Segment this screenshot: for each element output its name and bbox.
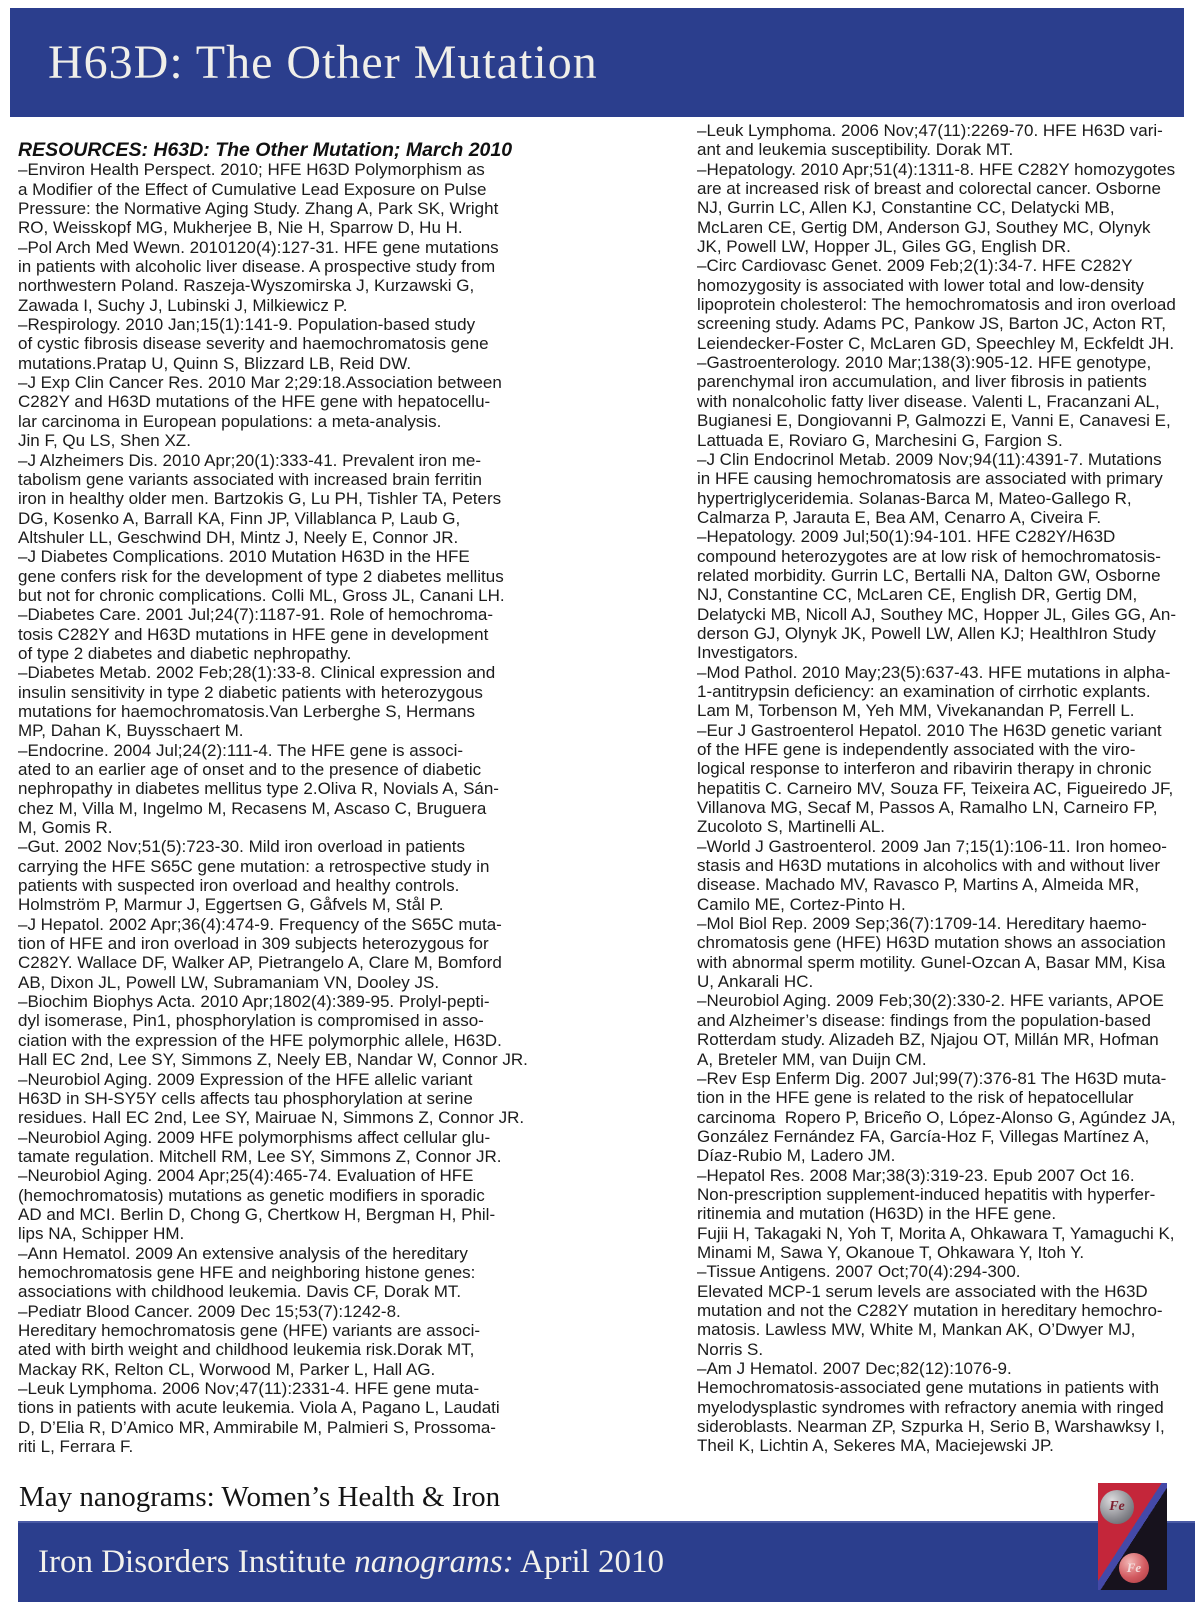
reference-line: –Leuk Lymphoma. 2006 Nov;47(11):2331-4. HFE gene muta- [18, 1379, 480, 1398]
reference-line: patients with suspected iron overload and healthy controls. [18, 876, 460, 896]
reference-line: mutation and not the C282Y mutation in hereditary hemochro- [697, 1300, 1163, 1320]
reference-line: residues. Hall EC 2nd, Lee SY, Mairuae N, Simmons Z, Connor JR. [18, 1108, 525, 1128]
reference-line: lar carcinoma in European populations: a meta-analysis. [18, 411, 442, 431]
reference-line: –Hepatology. 2010 Apr;51(4):1311-8. HFE C282Y homozygotes [697, 159, 1176, 179]
reference-line: of type 2 diabetes and diabetic nephropathy. [18, 643, 352, 663]
reference-line: northwestern Poland. Raszeja-Wyszomirska J, Kurzawski G, [18, 276, 475, 296]
reference-line: riti L, Ferrara F. [18, 1437, 134, 1457]
reference-line: with nonalcoholic fatty liver disease. Valenti L, Fracanzani AL, [697, 391, 1160, 411]
reference-line: D, D’Elia R, D’Amico MR, Ammirabile M, Palmieri S, Prossoma- [18, 1417, 496, 1437]
reference-line: JK, Powell LW, Hopper JL, Giles GG, English DR. [697, 237, 1071, 257]
footer-banner [18, 1521, 1195, 1602]
reference-line: –Neurobiol Aging. 2004 Apr;25(4):465-74. Evaluation of HFE [18, 1166, 474, 1186]
fe-label: Fe [1109, 1499, 1125, 1514]
reference-line: tabolism gene variants associated with increased brain ferritin [18, 469, 482, 489]
reference-line: Bugianesi E, Dongiovanni P, Galmozzi E, Vanni E, Canavesi E, [697, 411, 1171, 431]
resources-heading: RESOURCES: H63D: The Other Mutation; March 2010 [18, 139, 513, 161]
reference-line: –Environ Health Perspect. 2010; HFE H63D Polymorphism as [18, 160, 485, 180]
reference-line: of the HFE gene is independently associated with the viro- [697, 740, 1136, 759]
reference-line: Delatycki MB, Nicoll AJ, Southey MC, Hopper JL, Giles GG, An- [697, 604, 1176, 624]
reference-line: related morbidity. Gurrin LC, Bertalli NA, Dalton GW, Osborne [697, 565, 1161, 585]
reference-line: ated to an earlier age of onset and to the presence of diabetic [18, 760, 482, 779]
reference-line: Leiendecker-Foster C, McLaren GD, Speechley M, Eckfeldt JH. [697, 333, 1175, 353]
reference-line: C282Y and H63D mutations of the HFE gene with hepatocellu- [18, 392, 491, 412]
reference-line: A, Breteler MM, van Duijn CM. [697, 1049, 927, 1069]
reference-line: logical response to interferon and ribavirin therapy in chronic [697, 759, 1152, 779]
reference-line: mutations for haemochromatosis.Van Lerberghe S, Hermans [18, 701, 476, 721]
reference-line: tion in the HFE gene is related to the risk of hepatocellular [697, 1088, 1134, 1108]
reference-line: carcinoma Ropero P, Briceño O, López-Alonso G, Agúndez JA, [697, 1107, 1176, 1127]
reference-line: –J Exp Clin Cancer Res. 2010 Mar 2;29:18.Association between [18, 373, 502, 393]
reference-line: C282Y. Wallace DF, Walker AP, Pietrangelo A, Clare M, Bomford [18, 953, 502, 973]
reference-line: –Tissue Antigens. 2007 Oct;70(4):294-300. [697, 1262, 1021, 1282]
reference-line: Zawada I, Suchy J, Lubinski J, Milkiewicz P. [18, 295, 348, 315]
reference-line: Norris S. [697, 1339, 764, 1359]
reference-line: –Mod Pathol. 2010 May;23(5):637-43. HFE mutations in alpha- [697, 662, 1171, 682]
reference-line: McLaren CE, Gertig DM, Anderson GJ, Southey MC, Olynyk [697, 217, 1151, 237]
reference-line: –Diabetes Metab. 2002 Feb;28(1):33-8. Clinical expression and [18, 663, 496, 683]
reference-line: –Neurobiol Aging. 2009 Feb;30(2):330-2. HFE variants, APOE [697, 991, 1164, 1011]
reference-line: DG, Kosenko A, Barrall KA, Finn JP, Villablanca P, Laub G, [18, 508, 461, 528]
next-issue-teaser: May nanograms: Women’s Health & Iron [19, 1481, 501, 1513]
reference-line: associations with childhood leukemia. Davis CF, Dorak MT. [18, 1282, 462, 1302]
reference-line: screening study. Adams PC, Pankow JS, Barton JC, Acton RT, [697, 314, 1166, 334]
reference-line: Lattuada E, Roviaro G, Marchesini G, Fargion S. [697, 430, 1063, 450]
reference-line: sideroblasts. Nearman ZP, Szpurka H, Serio B, Warshawksy I, [697, 1417, 1165, 1437]
reference-line: lips NA, Schipper HM. [18, 1224, 185, 1244]
reference-line: –Pol Arch Med Wewn. 2010120(4):127-31. HFE gene mutations [18, 237, 499, 257]
reference-line: –Pediatr Blood Cancer. 2009 Dec 15;53(7):1242-8. [18, 1301, 401, 1321]
reference-line: Fujii H, Takagaki N, Yoh T, Morita A, Ohkawara T, Yamaguchi K, [697, 1223, 1175, 1243]
reference-line: are at increased risk of breast and colorectal cancer. Osborne [697, 179, 1161, 199]
reference-line: a Modifier of the Effect of Cumulative Lead Exposure on Pulse [18, 179, 487, 199]
reference-line: U, Ankarali HC. [697, 972, 814, 992]
references-column-right [697, 121, 1176, 1456]
footer-title [18, 1544, 664, 1581]
reference-line: Non-prescription supplement-induced hepatitis with hyperfer- [697, 1184, 1156, 1204]
reference-line: Calmarza P, Jarauta E, Bea AM, Cenarro A, Civeira F. [697, 507, 1102, 527]
reference-line: stasis and H63D mutations in alcoholics with and without liver [697, 856, 1161, 876]
reference-line: in patients with alcoholic liver disease. A prospective study from [18, 257, 496, 277]
reference-line: ritinemia and mutation (H63D) in the HFE gene. [697, 1204, 1057, 1224]
fe-sphere-red-icon [1119, 1553, 1149, 1583]
footer-org-name: Iron Disorders Institute [38, 1544, 355, 1580]
reference-line: AB, Dixon JL, Powell LW, Subramaniam VN, Dooley JS. [18, 972, 440, 992]
reference-line: –J Clin Endocrinol Metab. 2009 Nov;94(11):4391-7. Mutations [697, 449, 1162, 469]
reference-line: –Neurobiol Aging. 2009 Expression of the HFE allelic variant [18, 1069, 473, 1089]
reference-line: hypertriglyceridemia. Solanas-Barca M, Mateo-Gallego R, [697, 488, 1132, 508]
reference-line: of cystic fibrosis disease severity and haemochromatosis gene [18, 334, 489, 354]
reference-line: iron in healthy older men. Bartzokis G, Lu PH, Tishler TA, Peters [18, 489, 502, 509]
reference-line: carrying the HFE S65C gene mutation: a retrospective study in [18, 856, 490, 876]
reference-line: hemochromatosis gene HFE and neighboring histone genes: [18, 1262, 476, 1282]
reference-line: Elevated MCP-1 serum levels are associated with the H63D [697, 1281, 1148, 1301]
reference-line: insulin sensitivity in type 2 diabetic patients with heterozygous [18, 682, 483, 702]
reference-line: M, Gomis R. [18, 818, 113, 838]
reference-line: ated with birth weight and childhood leukemia risk.Dorak MT, [18, 1340, 475, 1360]
reference-line: in HFE causing hemochromatosis are associated with primary [697, 469, 1163, 489]
reference-line: homozygosity is associated with lower total and low-density [697, 275, 1144, 295]
fe-label: Fe [1126, 1560, 1142, 1575]
reference-line: –J Hepatol. 2002 Apr;36(4):474-9. Frequency of the S65C muta- [18, 914, 502, 934]
reference-line: –J Diabetes Complications. 2010 Mutation H63D in the HFE [18, 547, 470, 567]
reference-line: and Alzheimer’s disease: findings from the population-based [697, 1010, 1151, 1030]
reference-line: tion of HFE and iron overload in 309 subjects heterozygous for [18, 934, 489, 954]
reference-line: Díaz-Rubio M, Ladero JM. [697, 1146, 896, 1166]
reference-lines-left [18, 160, 528, 1456]
reference-line: –Ann Hematol. 2009 An extensive analysis of the hereditary [18, 1243, 468, 1263]
reference-line: Lam M, Torbenson M, Yeh MM, Vivekanandan P, Ferrell L. [697, 701, 1135, 721]
reference-line: Altshuler LL, Geschwind DH, Mintz J, Neely E, Connor JR. [18, 527, 459, 547]
reference-line: disease. Machado MV, Ravasco P, Martins A, Almeida MR, [697, 875, 1140, 895]
reference-line: nephropathy in diabetes mellitus type 2.Oliva R, Novials A, Sán- [18, 779, 499, 799]
reference-line: 1-antitrypsin deficiency: an examination of cirrhotic explants. [697, 681, 1151, 701]
reference-line: tions in patients with acute leukemia. Viola A, Pagano L, Laudati [18, 1398, 500, 1418]
reference-line: dyl isomerase, Pin1, phosphorylation is compromised in asso- [18, 1011, 484, 1031]
reference-line: AD and MCI. Berlin D, Chong G, Chertkow H, Bergman H, Phil- [18, 1204, 496, 1224]
reference-line: Theil K, Lichtin A, Sekeres MA, Maciejewski JP. [697, 1436, 1054, 1456]
reference-line: tosis C282Y and H63D mutations in HFE gene in development [18, 624, 489, 644]
reference-line: Hall EC 2nd, Lee SY, Simmons Z, Neely EB, Nandar W, Connor JR. [18, 1050, 528, 1070]
reference-line: with abnormal sperm motility. Gunel-Ozcan A, Basar MM, Kisa [697, 952, 1166, 972]
reference-line: Minami M, Sawa Y, Okanoue T, Ohkawara Y, Itoh Y. [697, 1242, 1085, 1262]
reference-line: –Gut. 2002 Nov;51(5):723-30. Mild iron overload in patients [18, 837, 465, 857]
reference-line: Hereditary hemochromatosis gene (HFE) variants are associ- [18, 1320, 481, 1340]
reference-line: Villanova MG, Secaf M, Passos A, Ramalho LN, Carneiro FP, [697, 798, 1158, 818]
references-column-left [18, 141, 528, 1456]
reference-line: H63D in SH-SY5Y cells affects tau phosphorylation at serine [18, 1088, 473, 1108]
reference-line: compound heterozygotes are at low risk of hemochromatosis- [697, 546, 1161, 566]
reference-line: –Respirology. 2010 Jan;15(1):141-9. Population-based study [18, 315, 476, 335]
reference-line: Camilo ME, Cortez-Pinto H. [697, 894, 906, 914]
reference-line: –Rev Esp Enferm Dig. 2007 Jul;99(7):376-81 The H63D muta- [697, 1068, 1167, 1088]
reference-line: mutations.Pratap U, Quinn S, Blizzard LB, Reid DW. [18, 353, 412, 373]
reference-line: NJ, Constantine CC, McLaren CE, English DR, Gertig DM, [697, 585, 1138, 605]
reference-line: Zucoloto S, Martinelli AL. [697, 817, 886, 837]
iron-disorders-institute-logo [1098, 1483, 1167, 1590]
reference-line: lipoprotein cholesterol: The hemochromatosis and iron overload [697, 295, 1176, 315]
reference-line: MP, Dahan K, Buysschaert M. [18, 721, 244, 741]
reference-line: ciation with the expression of the HFE polymorphic allele, H63D. [18, 1030, 502, 1050]
reference-line: –Leuk Lymphoma. 2006 Nov;47(11):2269-70. HFE H63D vari- [697, 121, 1163, 140]
reference-line: Mackay RK, Relton CL, Worwood M, Parker L, Hall AG. [18, 1359, 436, 1379]
reference-line: –Gastroenterology. 2010 Mar;138(3):905-12. HFE genotype, [697, 353, 1152, 373]
page-title: H63D: The Other Mutation [48, 36, 598, 89]
reference-line: –Biochim Biophys Acta. 2010 Apr;1802(4):389-95. Prolyl-pepti- [18, 992, 490, 1012]
fe-sphere-gray-icon [1100, 1490, 1134, 1524]
reference-line: but not for chronic complications. Colli ML, Gross JL, Canani LH. [18, 585, 505, 605]
reference-line: –Neurobiol Aging. 2009 HFE polymorphisms affect cellular glu- [18, 1127, 491, 1147]
reference-line: Investigators. [697, 643, 799, 663]
reference-line: ant and leukemia susceptibility. Dorak MT. [697, 140, 1014, 160]
page-header-banner [10, 8, 1184, 117]
reference-line: –Mol Biol Rep. 2009 Sep;36(7):1709-14. Hereditary haemo- [697, 914, 1147, 934]
footer-publication-name: nanograms: [354, 1544, 514, 1580]
reference-line: Holmström P, Marmur J, Eggertsen G, Gåfvels M, Stål P. [18, 895, 444, 915]
footer-issue-date: April 2010 [513, 1544, 665, 1580]
reference-line: chez M, Villa M, Ingelmo M, Recasens M, Ascaso C, Bruguera [18, 798, 487, 818]
reference-line: matosis. Lawless MW, White M, Mankan AK, O’Dwyer MJ, [697, 1320, 1136, 1340]
reference-line: –Circ Cardiovasc Genet. 2009 Feb;2(1):34-7. HFE C282Y [697, 256, 1133, 276]
reference-lines-right [697, 121, 1176, 1456]
reference-line: hepatitis C. Carneiro MV, Souza FF, Teixeira AC, Figueiredo JF, [697, 778, 1174, 798]
reference-line: tamate regulation. Mitchell RM, Lee SY, Simmons Z, Connor JR. [18, 1146, 502, 1166]
reference-line: RO, Weisskopf MG, Mukherjee B, Nie H, Sparrow D, Hu H. [18, 218, 463, 238]
reference-line: gene confers risk for the development of type 2 diabetes mellitus [18, 566, 504, 586]
reference-line: –Am J Hematol. 2007 Dec;82(12):1076-9. [697, 1359, 1012, 1378]
reference-line: derson GJ, Olynyk JK, Powell LW, Allen KJ; HealthIron Study [697, 623, 1156, 643]
reference-line: parenchymal iron accumulation, and liver fibrosis in patients [697, 372, 1147, 392]
reference-line: NJ, Gurrin LC, Allen KJ, Constantine CC, Delatycki MB, [697, 198, 1115, 218]
reference-line: –J Alzheimers Dis. 2010 Apr;20(1):333-41. Prevalent iron me- [18, 450, 482, 470]
reference-line: –Endocrine. 2004 Jul;24(2):111-4. The HFE gene is associ- [18, 740, 464, 760]
reference-line: Hemochromatosis-associated gene mutations in patients with [697, 1378, 1160, 1398]
reference-line: Pressure: the Normative Aging Study. Zhang A, Park SK, Wright [18, 199, 499, 219]
reference-line: (hemochromatosis) mutations as genetic modifiers in sporadic [18, 1185, 485, 1205]
reference-line: myelodysplastic syndromes with refractory anemia with ringed [697, 1397, 1164, 1417]
reference-line: –Hepatol Res. 2008 Mar;38(3):319-23. Epub 2007 Oct 16. [697, 1165, 1135, 1185]
reference-line: –World J Gastroenterol. 2009 Jan 7;15(1):106-11. Iron homeo- [697, 836, 1167, 856]
reference-line: –Hepatology. 2009 Jul;50(1):94-101. HFE C282Y/H63D [697, 527, 1116, 547]
reference-line: González Fernández FA, García-Hoz F, Villegas Martínez A, [697, 1126, 1150, 1146]
reference-line: –Diabetes Care. 2001 Jul;24(7):1187-91. Role of hemochroma- [18, 605, 494, 625]
reference-line: Rotterdam study. Alizadeh BZ, Njajou OT, Millán MR, Hofman [697, 1030, 1159, 1050]
reference-line: Jin F, Qu LS, Shen XZ. [18, 431, 191, 451]
reference-line: –Eur J Gastroenterol Hepatol. 2010 The H63D genetic variant [697, 720, 1162, 740]
reference-line: chromatosis gene (HFE) H63D mutation shows an association [697, 933, 1166, 953]
